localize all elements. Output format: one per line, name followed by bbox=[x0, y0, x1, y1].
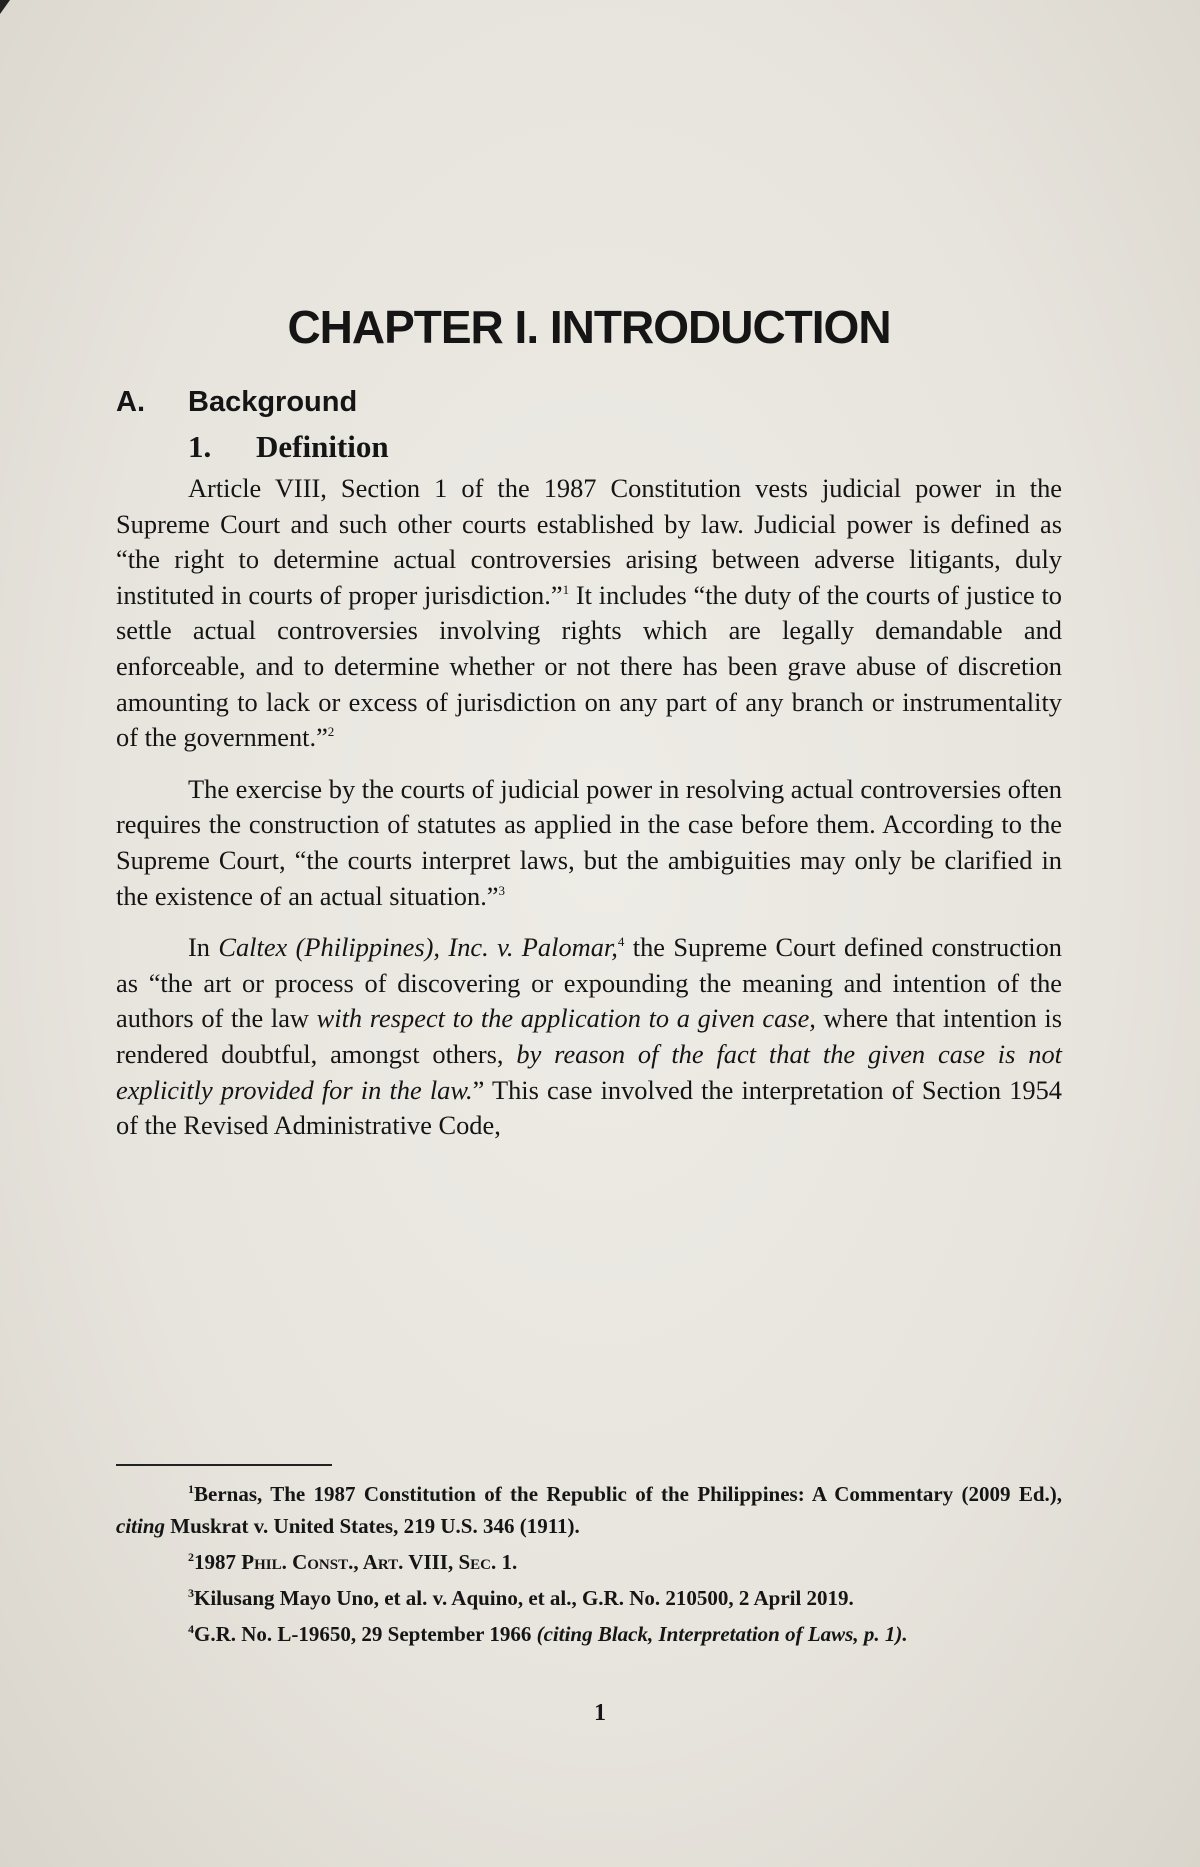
footnote-3 bbox=[116, 1582, 1062, 1614]
page-number: 1 bbox=[594, 1700, 606, 1726]
paragraph-text: It includes “the duty of the courts of justice to settle actual controversies involving rights which are legally demandable and enforceable, and to determine whether or not there has been grave abuse of discretion amounting to lack or excess of jurisdiction on any part of any branch or instrumentality of the government.” bbox=[116, 579, 1062, 753]
footnote-smallcaps: Phil. Const., Art. bbox=[241, 1550, 404, 1574]
footnote-text: Kilusang Mayo Uno, et al. v. Aquino, et al., G.R. No. 210500, 2 April 2019. bbox=[194, 1586, 854, 1610]
footnote-text: VIII, bbox=[403, 1550, 459, 1574]
emphasis-text: by reason of the fact that the given case is not explicitly provided for in the law. bbox=[116, 1038, 1062, 1105]
case-name: Caltex (Philippines), Inc. v. Palomar, bbox=[218, 932, 618, 963]
footnote-ref: 4 bbox=[617, 934, 625, 950]
footnote-ref: 2 bbox=[327, 724, 335, 740]
page-body bbox=[116, 300, 1062, 1160]
paragraph-2 bbox=[116, 772, 1062, 914]
footnote-number: 4 bbox=[188, 1622, 194, 1636]
footnote-text: Bernas, The 1987 Constitution of the Republic of the Philippines: A Commentary (2009 Ed.), bbox=[194, 1482, 1062, 1506]
emphasis-text: with respect to the application to a given case, bbox=[316, 1003, 816, 1034]
subsection-title: Definition bbox=[256, 429, 389, 464]
chapter-title: CHAPTER I. INTRODUCTION bbox=[287, 301, 891, 353]
section-heading bbox=[116, 386, 1062, 419]
subsection-heading bbox=[188, 429, 1062, 465]
footnote-2 bbox=[116, 1546, 1062, 1578]
footnote-4 bbox=[116, 1618, 1062, 1650]
subsection-number: 1. bbox=[188, 429, 212, 464]
paragraph-text: In bbox=[188, 932, 219, 963]
footnote-text: 1. bbox=[496, 1550, 518, 1574]
footnote-ref: 3 bbox=[498, 882, 506, 898]
footnote-ref: 1 bbox=[562, 581, 570, 597]
paragraph-text: where that intention is rendered doubtful, amongst others, bbox=[116, 1003, 1062, 1069]
footnotes bbox=[116, 1464, 1062, 1654]
section-letter: A. bbox=[116, 386, 145, 418]
footnote-text: 1987 bbox=[194, 1550, 242, 1574]
scan-corner-mark bbox=[0, 0, 10, 14]
paragraph-1 bbox=[116, 471, 1062, 756]
footnote-italic: (citing Black, Interpretation of Laws, p. 1). bbox=[536, 1622, 908, 1646]
paragraph-text: The exercise by the courts of judicial power in resolving actual controversies often requires the construction of statutes as applied in the case before them. According to the Supreme Court, “the courts interpret laws, but the ambiguities may only be clarified in the existence of an actual situation.” bbox=[116, 773, 1062, 911]
paragraph-3 bbox=[116, 930, 1062, 1144]
paragraph-text: ” This case involved the interpretation of Section 1954 of the Revised Administrative Code, bbox=[116, 1074, 1062, 1141]
footnote-smallcaps: Sec. bbox=[458, 1550, 497, 1574]
paragraph-text: the Supreme Court defined construction as “the art or process of discovering or expounding the meaning and intention of the authors of the law bbox=[116, 932, 1063, 1034]
paragraph-text: Article VIII, Section 1 of the 1987 Constitution vests judicial power in the Supreme Court and such other courts established by law. Judicial power is defined as “the right to determine actual controversies arising between adverse litigants, duly instituted in courts of proper jurisdiction.” bbox=[116, 473, 1062, 610]
footnote-number: 1 bbox=[188, 1482, 194, 1496]
footnote-number: 2 bbox=[188, 1550, 194, 1564]
section-title: Background bbox=[188, 386, 358, 418]
footnote-italic: citing bbox=[116, 1514, 166, 1538]
footnote-text: Muskrat v. United States, 219 U.S. 346 (1911). bbox=[165, 1514, 580, 1538]
footnote-1 bbox=[116, 1478, 1062, 1542]
footnote-text: G.R. No. L-19650, 29 September 1966 bbox=[194, 1622, 537, 1646]
footnote-divider bbox=[116, 1464, 332, 1466]
footnote-number: 3 bbox=[188, 1586, 194, 1600]
